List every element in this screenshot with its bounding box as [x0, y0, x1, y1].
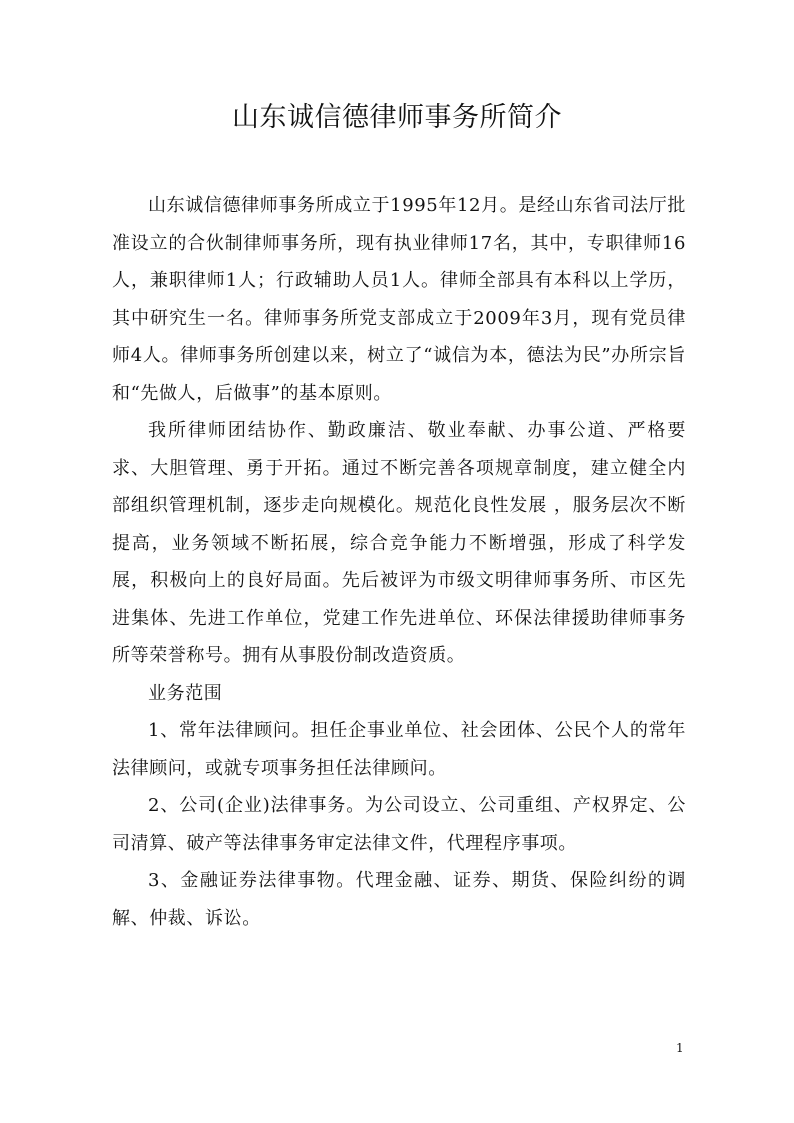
paragraph-intro: 山东诚信德律师事务所成立于1995年12月。是经山东省司法厅批准设立的合伙制律师事务所，现有执业律师17名，其中，专职律师16人，兼职律师1人；行政辅助人员1人。律师全部具有本科以上学历，其中研究生一名。律师事务所党支部成立于2009年3月，现有党员律师4人。律师事务所创建以来，树立了“诚信为本，德法为民”办所宗旨和“先做人，后做事”的基本原则。: [112, 195, 686, 404]
paragraph-business-scope-heading: 业务范围: [148, 682, 223, 704]
page-number: 1: [676, 1041, 684, 1055]
document-body: [112, 187, 686, 937]
paragraph-achievements: 我所律师团结协作、勤政廉洁、敬业奉献、办事公道、严格要求、大胆管理、勇于开拓。通过不断完善各项规章制度，建立健全内部组织管理机制，逐步走向规模化。规范化良性发展 ，服务层次不断提高，业务领域不断拓展，综合竞争能力不断增强，形成了科学发展，积极向上的良好局面。先后被评为市级文明律师事务所、市区先进集体、先进工作单位，党建工作先进单位、环保法律援助律师事务所等荣誉称号。拥有从事股份制改造资质。: [112, 420, 686, 666]
paragraph-scope-item-3: 3、金融证券法律事物。代理金融、证券、期货、保险纠纷的调解、仲裁、诉讼。: [112, 870, 686, 929]
document-title: 山东诚信德律师事务所简介: [232, 102, 562, 133]
paragraph-scope-item-1: 1、常年法律顾问。担任企事业单位、社会团体、公民个人的常年法律顾问，或就专项事务担任法律顾问。: [112, 720, 686, 779]
paragraph-scope-item-2: 2、公司(企业)法律事务。为公司设立、公司重组、产权界定、公司清算、破产等法律事务审定法律文件，代理程序事项。: [112, 795, 686, 854]
